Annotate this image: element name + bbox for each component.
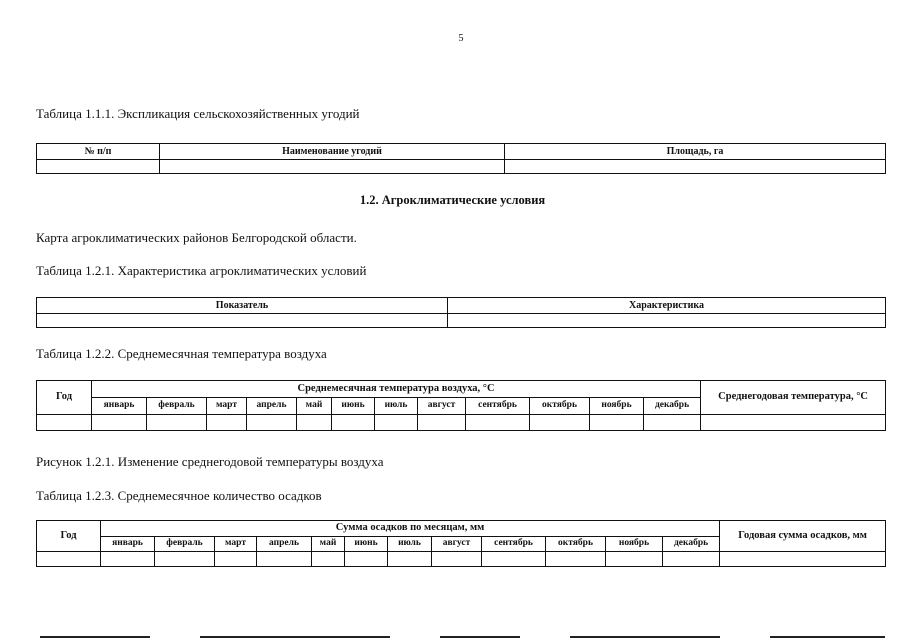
- col-characteristic-header: Характеристика: [448, 298, 886, 314]
- footer-rule: [200, 636, 390, 638]
- month-header: июль: [388, 537, 432, 552]
- table-row: [37, 552, 886, 567]
- table-1-2-2-caption: Таблица 1.2.2. Среднемесячная температура воздуха: [36, 346, 327, 361]
- table-1-2-1-caption: Таблица 1.2.1. Характеристика агроклиматических условий: [36, 263, 367, 278]
- col-number-header: № п/п: [37, 144, 160, 160]
- month-header: июль: [375, 398, 418, 415]
- month-header: февраль: [147, 398, 207, 415]
- month-header: август: [418, 398, 466, 415]
- annual-precipitation-header: Годовая сумма осадков, мм: [720, 521, 886, 552]
- section-heading: 1.2. Агроклиматические условия: [359, 193, 546, 207]
- month-header: ноябрь: [606, 537, 663, 552]
- month-header: август: [432, 537, 482, 552]
- table-row: [37, 415, 886, 431]
- col-year-header: Год: [37, 381, 92, 415]
- monthly-temperature-group-header: Среднемесячная температура воздуха, °С: [92, 381, 701, 398]
- figure-1-2-1-caption: Рисунок 1.2.1. Изменение среднегодовой температуры воздуха: [36, 454, 384, 469]
- month-header: май: [297, 398, 332, 415]
- monthly-temperature-table: [36, 380, 886, 431]
- month-header: сентябрь: [482, 537, 546, 552]
- month-header: декабрь: [663, 537, 720, 552]
- footer-rule: [770, 636, 885, 638]
- footer-rule: [40, 636, 150, 638]
- month-header: апрель: [257, 537, 312, 552]
- agroclimate-characteristics-table: [36, 297, 886, 328]
- footer-rule: [440, 636, 520, 638]
- month-header: октябрь: [546, 537, 606, 552]
- month-header: июнь: [332, 398, 375, 415]
- table-row: [37, 160, 886, 174]
- month-header: апрель: [247, 398, 297, 415]
- monthly-precipitation-table: [36, 520, 886, 567]
- month-header: январь: [101, 537, 155, 552]
- table-1-1-1-caption: Таблица 1.1.1. Экспликация сельскохозяйственных угодий: [36, 106, 360, 121]
- table-1-2-3-caption: Таблица 1.2.3. Среднемесячное количество осадков: [36, 488, 322, 503]
- month-header: май: [312, 537, 345, 552]
- table-row: [37, 314, 886, 328]
- col-indicator-header: Показатель: [37, 298, 448, 314]
- monthly-precipitation-group-header: Сумма осадков по месяцам, мм: [101, 521, 720, 537]
- month-header: февраль: [155, 537, 215, 552]
- month-header: октябрь: [530, 398, 590, 415]
- footer-rule: [570, 636, 720, 638]
- month-header: июнь: [345, 537, 388, 552]
- annual-temperature-header: Среднегодовая температура, °С: [701, 381, 886, 415]
- month-header: сентябрь: [466, 398, 530, 415]
- month-header: март: [215, 537, 257, 552]
- month-header: декабрь: [644, 398, 701, 415]
- page-number: 5: [458, 33, 464, 44]
- col-year-header: Год: [37, 521, 101, 552]
- map-caption: Карта агроклиматических районов Белгородской области.: [36, 230, 357, 245]
- col-land-name-header: Наименование угодий: [160, 144, 505, 160]
- land-explication-table: [36, 143, 886, 174]
- col-area-header: Площадь, га: [505, 144, 886, 160]
- month-header: январь: [92, 398, 147, 415]
- month-header: март: [207, 398, 247, 415]
- month-header: ноябрь: [590, 398, 644, 415]
